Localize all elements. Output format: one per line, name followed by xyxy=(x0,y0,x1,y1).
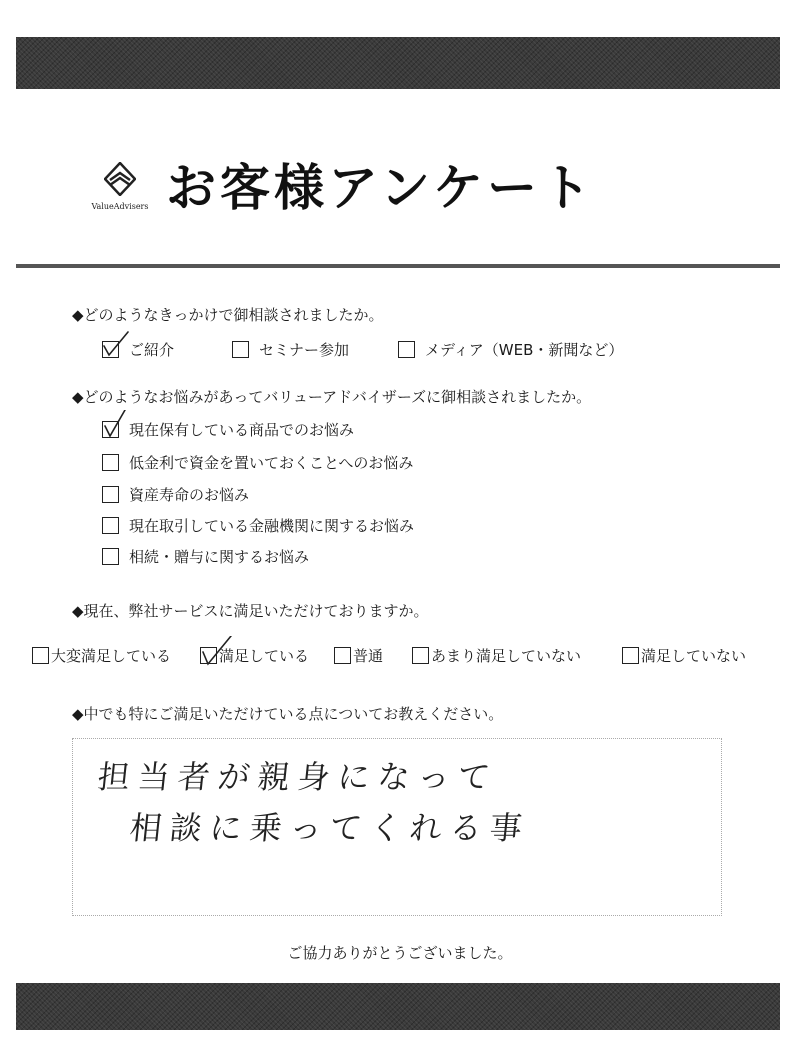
option-label: 相続・贈与に関するお悩み xyxy=(129,548,310,566)
checkbox[interactable] xyxy=(102,486,119,503)
option-label: 資産寿命のお悩み xyxy=(129,486,250,504)
q2-option-current-holdings[interactable] xyxy=(102,419,354,440)
question-4-label: ◆中でも特にご満足いただけている点についてお教えください。 xyxy=(72,705,504,723)
option-label: 大変満足している xyxy=(51,647,172,665)
option-label: 満足している xyxy=(219,647,310,665)
checkbox[interactable] xyxy=(398,341,415,358)
q1-option-referral[interactable] xyxy=(102,339,174,360)
footer-bar xyxy=(16,983,780,1030)
q1-option-seminar[interactable] xyxy=(232,339,349,360)
handwritten-answer-line-1: 担当者が親身になって xyxy=(95,758,500,796)
checkbox[interactable] xyxy=(622,647,639,664)
checkbox[interactable] xyxy=(102,454,119,471)
q3-option-not-satisfied[interactable] xyxy=(622,645,746,666)
logo-wordmark: ValueAdvisers xyxy=(91,202,149,211)
q3-option-not-very-satisfied[interactable] xyxy=(412,645,581,666)
option-label: あまり満足していない xyxy=(431,647,582,665)
question-2-label: ◆どのようなお悩みがあってバリューアドバイザーズに御相談されましたか。 xyxy=(72,388,592,406)
q2-option-financial-institution[interactable] xyxy=(102,515,414,536)
diamond-logo-icon xyxy=(104,162,136,196)
checkbox[interactable] xyxy=(412,647,429,664)
page-title: お客様アンケート xyxy=(166,159,595,217)
thank-you-message: ご協力ありがとうございました。 xyxy=(287,944,513,962)
q3-option-neutral[interactable] xyxy=(334,645,383,666)
checkbox[interactable] xyxy=(102,517,119,534)
option-label: 普通 xyxy=(353,647,384,665)
option-label: 現在保有している商品でのお悩み xyxy=(129,421,355,439)
q2-option-inheritance[interactable] xyxy=(102,546,309,567)
question-1-label: ◆どのようなきっかけで御相談されましたか。 xyxy=(72,306,384,324)
option-label: セミナー参加 xyxy=(259,341,350,359)
option-label: 低金利で資金を置いておくことへのお悩み xyxy=(129,454,414,472)
check-mark-icon xyxy=(101,410,131,438)
q3-option-satisfied[interactable] xyxy=(200,645,309,666)
q2-option-low-interest[interactable] xyxy=(102,452,413,473)
checkbox[interactable] xyxy=(102,341,119,358)
checkbox[interactable] xyxy=(232,341,249,358)
check-mark-icon xyxy=(101,330,131,358)
q2-option-asset-longevity[interactable] xyxy=(102,484,249,505)
header-bar xyxy=(16,37,780,89)
checkbox[interactable] xyxy=(200,647,217,664)
option-label: メディア（WEB・新聞など） xyxy=(425,341,624,359)
check-mark-icon xyxy=(199,636,233,666)
title-divider xyxy=(16,264,780,268)
checkbox[interactable] xyxy=(102,421,119,438)
option-label: 満足していない xyxy=(641,647,747,665)
question-3-label: ◆現在、弊社サービスに満足いただけておりますか。 xyxy=(72,602,429,620)
handwritten-answer-line-2: 相談に乗ってくれる事 xyxy=(127,809,532,847)
q1-option-media[interactable] xyxy=(398,339,623,360)
brand-logo xyxy=(84,162,156,222)
option-label: ご紹介 xyxy=(129,341,175,359)
q3-option-very-satisfied[interactable] xyxy=(32,645,171,666)
checkbox[interactable] xyxy=(32,647,49,664)
checkbox[interactable] xyxy=(102,548,119,565)
option-label: 現在取引している金融機関に関するお悩み xyxy=(129,517,415,535)
checkbox[interactable] xyxy=(334,647,351,664)
